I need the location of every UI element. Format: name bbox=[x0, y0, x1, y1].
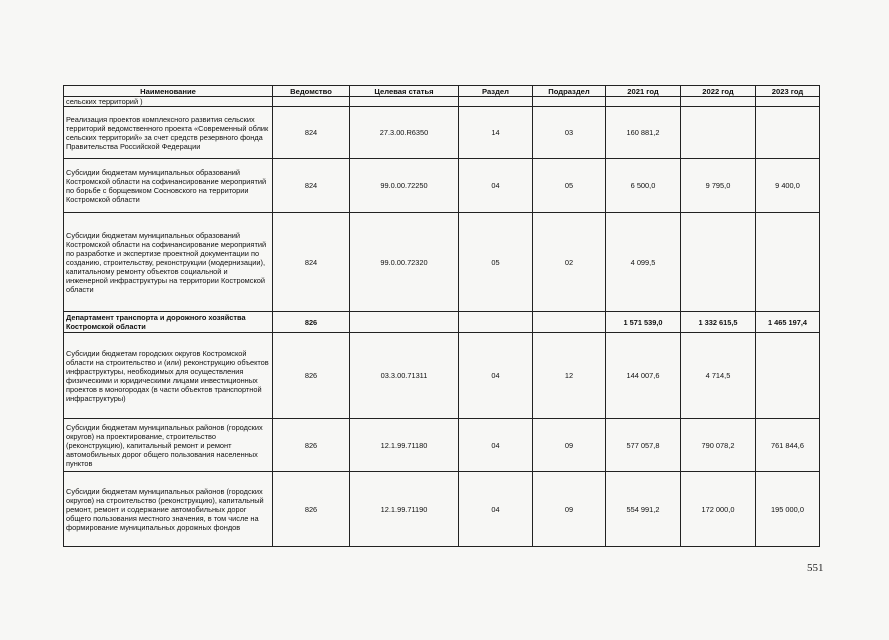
row-target-article bbox=[350, 312, 459, 333]
row-value-2021: 160 881,2 bbox=[606, 107, 681, 159]
row-value-2023 bbox=[756, 213, 820, 312]
row-value-2021 bbox=[606, 97, 681, 107]
header-section: Раздел bbox=[459, 86, 533, 97]
header-year-2021: 2021 год bbox=[606, 86, 681, 97]
table-row bbox=[64, 159, 820, 213]
row-subsection bbox=[533, 97, 606, 107]
row-target-article: 99.0.00.72250 bbox=[350, 159, 459, 213]
table-row bbox=[64, 213, 820, 312]
row-value-2023: 9 400,0 bbox=[756, 159, 820, 213]
row-name: Субсидии бюджетам муниципальных районов (городских округов) на проектирование, строительство (реконструкцию), капитальный ремонт и ремонт автомобильных дорог общего пользования населенных пунктов bbox=[64, 419, 273, 472]
row-name: Субсидии бюджетам муниципальных образований Костромской области на софинансирование мероприятий по разработке и экспертизе проектной документации по созданию, строительству, реконструкции (модернизации), капитальному ремонту объектов социальной и инженерной инфраструктуры на территории Костромской области bbox=[64, 213, 273, 312]
row-subsection: 09 bbox=[533, 419, 606, 472]
row-value-2023 bbox=[756, 97, 820, 107]
row-value-2021: 554 991,2 bbox=[606, 472, 681, 547]
row-target-article: 12.1.99.71180 bbox=[350, 419, 459, 472]
row-name: Субсидии бюджетам городских округов Костромской области на строительство и (или) реконструкцию объектов инфраструктуры, необходимых для осуществления физическими и юридическими лицами инвестиционных проектов в моногородах (в части объектов транспортной инфраструктуры) bbox=[64, 333, 273, 419]
row-target-article: 99.0.00.72320 bbox=[350, 213, 459, 312]
row-subsection: 02 bbox=[533, 213, 606, 312]
row-section: 04 bbox=[459, 333, 533, 419]
table-row bbox=[64, 97, 820, 107]
row-section: 04 bbox=[459, 159, 533, 213]
header-year-2023: 2023 год bbox=[756, 86, 820, 97]
row-department: 826 bbox=[273, 333, 350, 419]
row-name: Департамент транспорта и дорожного хозяйства Костромской области bbox=[64, 312, 273, 333]
row-value-2022: 790 078,2 bbox=[681, 419, 756, 472]
table-row bbox=[64, 419, 820, 472]
row-value-2023: 1 465 197,4 bbox=[756, 312, 820, 333]
row-value-2022 bbox=[681, 107, 756, 159]
row-section: 04 bbox=[459, 472, 533, 547]
row-value-2023: 761 844,6 bbox=[756, 419, 820, 472]
table-row bbox=[64, 107, 820, 159]
row-name: Субсидии бюджетам муниципальных районов (городских округов) на строительство (реконструкцию), капитальный ремонт, ремонт и содержание автомобильных дорог общего пользования местного значения, в том числе на формирование муниципальных дорожных фондов bbox=[64, 472, 273, 547]
row-value-2022: 9 795,0 bbox=[681, 159, 756, 213]
row-name: Реализация проектов комплексного развития сельских территорий ведомственного проекта «Современный облик сельских территорий» за счет средств резервного фонда Правительства Российской Федерации bbox=[64, 107, 273, 159]
row-name: сельских территорий ) bbox=[64, 97, 273, 107]
row-section: 04 bbox=[459, 419, 533, 472]
row-department bbox=[273, 97, 350, 107]
row-value-2022 bbox=[681, 97, 756, 107]
row-department: 824 bbox=[273, 159, 350, 213]
header-department: Ведомство bbox=[273, 86, 350, 97]
header-target-article: Целевая статья bbox=[350, 86, 459, 97]
table-header-row bbox=[64, 86, 820, 97]
row-value-2022 bbox=[681, 213, 756, 312]
row-value-2023: 195 000,0 bbox=[756, 472, 820, 547]
row-value-2021: 144 007,6 bbox=[606, 333, 681, 419]
row-value-2023 bbox=[756, 333, 820, 419]
row-value-2021: 4 099,5 bbox=[606, 213, 681, 312]
header-name: Наименование bbox=[64, 86, 273, 97]
row-department: 826 bbox=[273, 312, 350, 333]
table-row bbox=[64, 333, 820, 419]
row-department: 824 bbox=[273, 213, 350, 312]
budget-table bbox=[63, 85, 820, 547]
row-department: 826 bbox=[273, 472, 350, 547]
row-subsection: 12 bbox=[533, 333, 606, 419]
row-subsection bbox=[533, 312, 606, 333]
row-department: 826 bbox=[273, 419, 350, 472]
page-number: 551 bbox=[807, 562, 824, 574]
row-value-2021: 1 571 539,0 bbox=[606, 312, 681, 333]
row-name: Субсидии бюджетам муниципальных образований Костромской области на софинансирование мероприятий по борьбе с борщевиком Сосновского на территории Костромской области bbox=[64, 159, 273, 213]
row-subsection: 05 bbox=[533, 159, 606, 213]
row-value-2022: 172 000,0 bbox=[681, 472, 756, 547]
row-target-article: 03.3.00.71311 bbox=[350, 333, 459, 419]
row-value-2021: 6 500,0 bbox=[606, 159, 681, 213]
header-subsection: Подраздел bbox=[533, 86, 606, 97]
row-value-2021: 577 057,8 bbox=[606, 419, 681, 472]
row-section: 05 bbox=[459, 213, 533, 312]
row-section bbox=[459, 312, 533, 333]
row-department: 824 bbox=[273, 107, 350, 159]
row-target-article: 12.1.99.71190 bbox=[350, 472, 459, 547]
table-row-department-total bbox=[64, 312, 820, 333]
row-target-article: 27.3.00.R6350 bbox=[350, 107, 459, 159]
row-subsection: 03 bbox=[533, 107, 606, 159]
row-section: 14 bbox=[459, 107, 533, 159]
row-value-2023 bbox=[756, 107, 820, 159]
row-target-article bbox=[350, 97, 459, 107]
row-value-2022: 1 332 615,5 bbox=[681, 312, 756, 333]
row-subsection: 09 bbox=[533, 472, 606, 547]
table-row bbox=[64, 472, 820, 547]
header-year-2022: 2022 год bbox=[681, 86, 756, 97]
row-value-2022: 4 714,5 bbox=[681, 333, 756, 419]
row-section bbox=[459, 97, 533, 107]
